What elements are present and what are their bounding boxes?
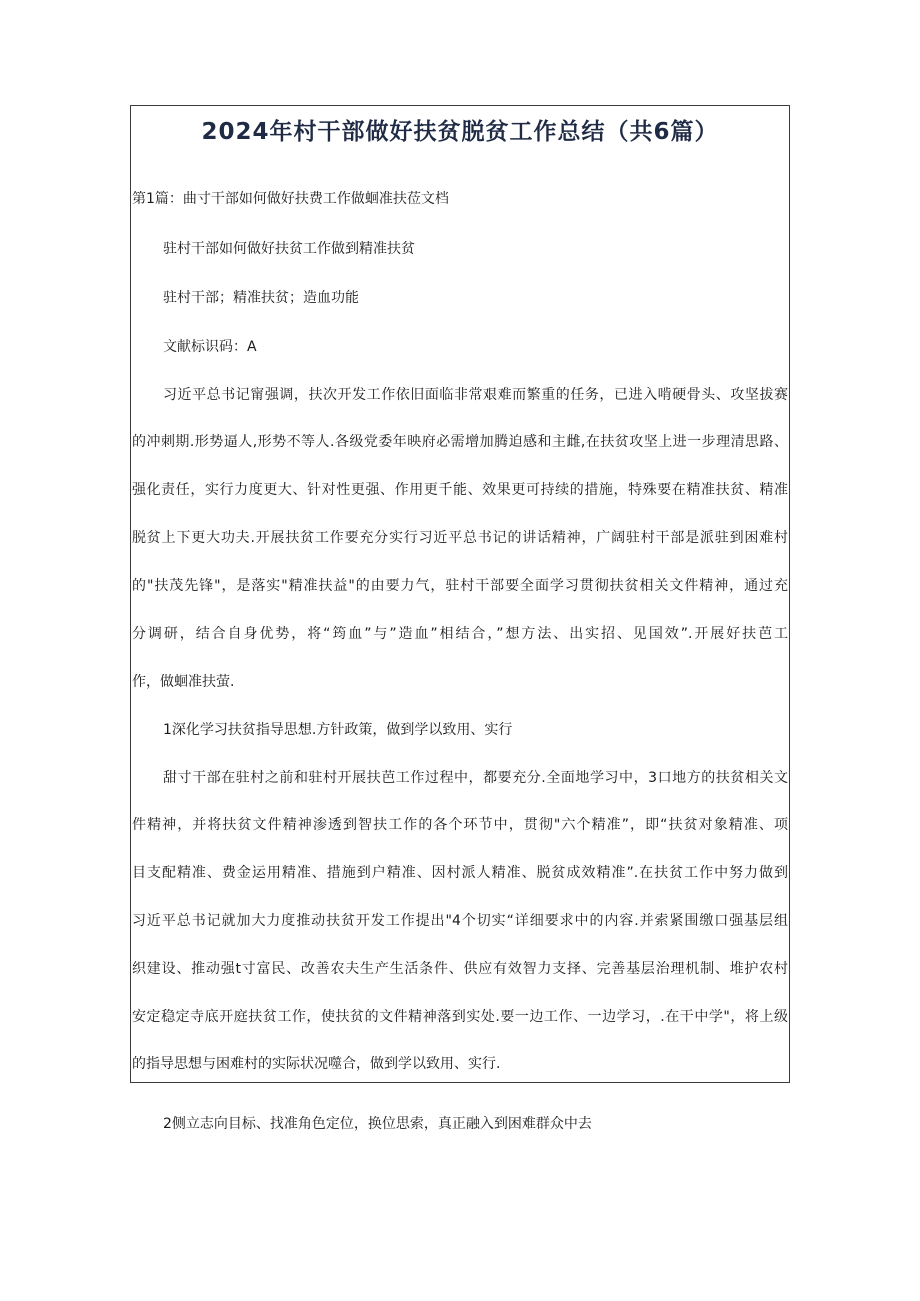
paragraph-1-line: 习近平总书记甯强调，扶次开发工作依旧面临非常艰难而繁重的任务，已进入啃硬骨头、攻坚拔赛 xyxy=(163,387,788,403)
paragraph-1-line: 分调研，结合自身优势，将“筠血”与”造血”相结合，”想方法、出实招、见国效”.开展好扶芭工 xyxy=(132,626,788,642)
keywords-line: 驻村干部；精准扶贫；造血功能 xyxy=(163,290,359,306)
paragraph-1-line: 作，做蛔准扶萤. xyxy=(132,674,235,690)
paragraph-2-line: 目支配精准、费金运用精准、措施到户精准、因村派人精准、脱贫成效精准”.在扶贫工作中努力做到 xyxy=(132,865,788,881)
paragraph-1-line: 的冲刺期.形势逼人,形势不等人.各级党委年映府必需增加腾迫感和主雌,在扶贫攻坚上进一步理清思路、 xyxy=(132,434,788,450)
paragraph-2-line: 习近平总书记就加大力度推动扶贫开发工作提出"4个切实“详细要求中的内容.并索紧围缴口强基层组 xyxy=(132,913,788,929)
section-2-heading: 2侧立志向目标、找准角色定位，换位思索，真正融入到困难群众中去 xyxy=(163,1116,592,1132)
paragraph-2-line: 件精神，并将扶贫文件精神渗透到智扶工作的各个环节中，贯彻"六个精准”，即“扶贫对象精准、项 xyxy=(132,817,788,833)
document-title: 2024年村干部做好扶贫脱贫工作总结（共6篇） xyxy=(201,119,719,145)
part-heading: 第1篇：曲寸干部如何做好扶费工作做蛔准扶莅文档 xyxy=(132,191,449,207)
paragraph-1-line: 脱贫上下更大功夫.开展扶贫工作要充分实行习近平总书记的讲话精神，广阔驻村干部是派驻到困难村 xyxy=(132,530,788,546)
paragraph-2-line: 的指导思想与困难村的实际状况噬合，做到学以致用、实行. xyxy=(132,1056,501,1072)
paragraph-2-line: 安定稳定寺底开庭扶贫工作，使扶贫的文件精神落到实处.要一边工作、一边学习，.在干中学"，将上级 xyxy=(132,1009,788,1025)
paragraph-2-line: 织建设、推动强t寸富民、改善农夫生产生活条件、供应有效智力支择、完善基层治理机制、堆护农村 xyxy=(132,961,788,977)
paragraph-1-line: 强化责任，实行力度更大、针对性更强、作用更千能、效果更可持续的措施，特殊要在精准扶贫、精准 xyxy=(132,482,788,498)
paragraph-1-line: 的"扶茂先锋"，是落实"精准扶益"的由要力气，驻村干部要全面学习贯彻扶贫相关文件精神，通过充 xyxy=(132,578,788,594)
paragraph-2-line: 甜寸干部在驻村之前和驻村开展扶芭工作过程中，都要充分.全面地学习中，3口地方的扶贫相关文 xyxy=(163,770,788,786)
section-1-heading: 1深化学习扶贫指导思想.方针政策，做到学以致用、实行 xyxy=(163,722,513,738)
document-code-line: 文献标识码：A xyxy=(163,339,257,355)
article-title: 驻村干部如何做好扶贫工作做到精准扶贫 xyxy=(163,241,415,257)
